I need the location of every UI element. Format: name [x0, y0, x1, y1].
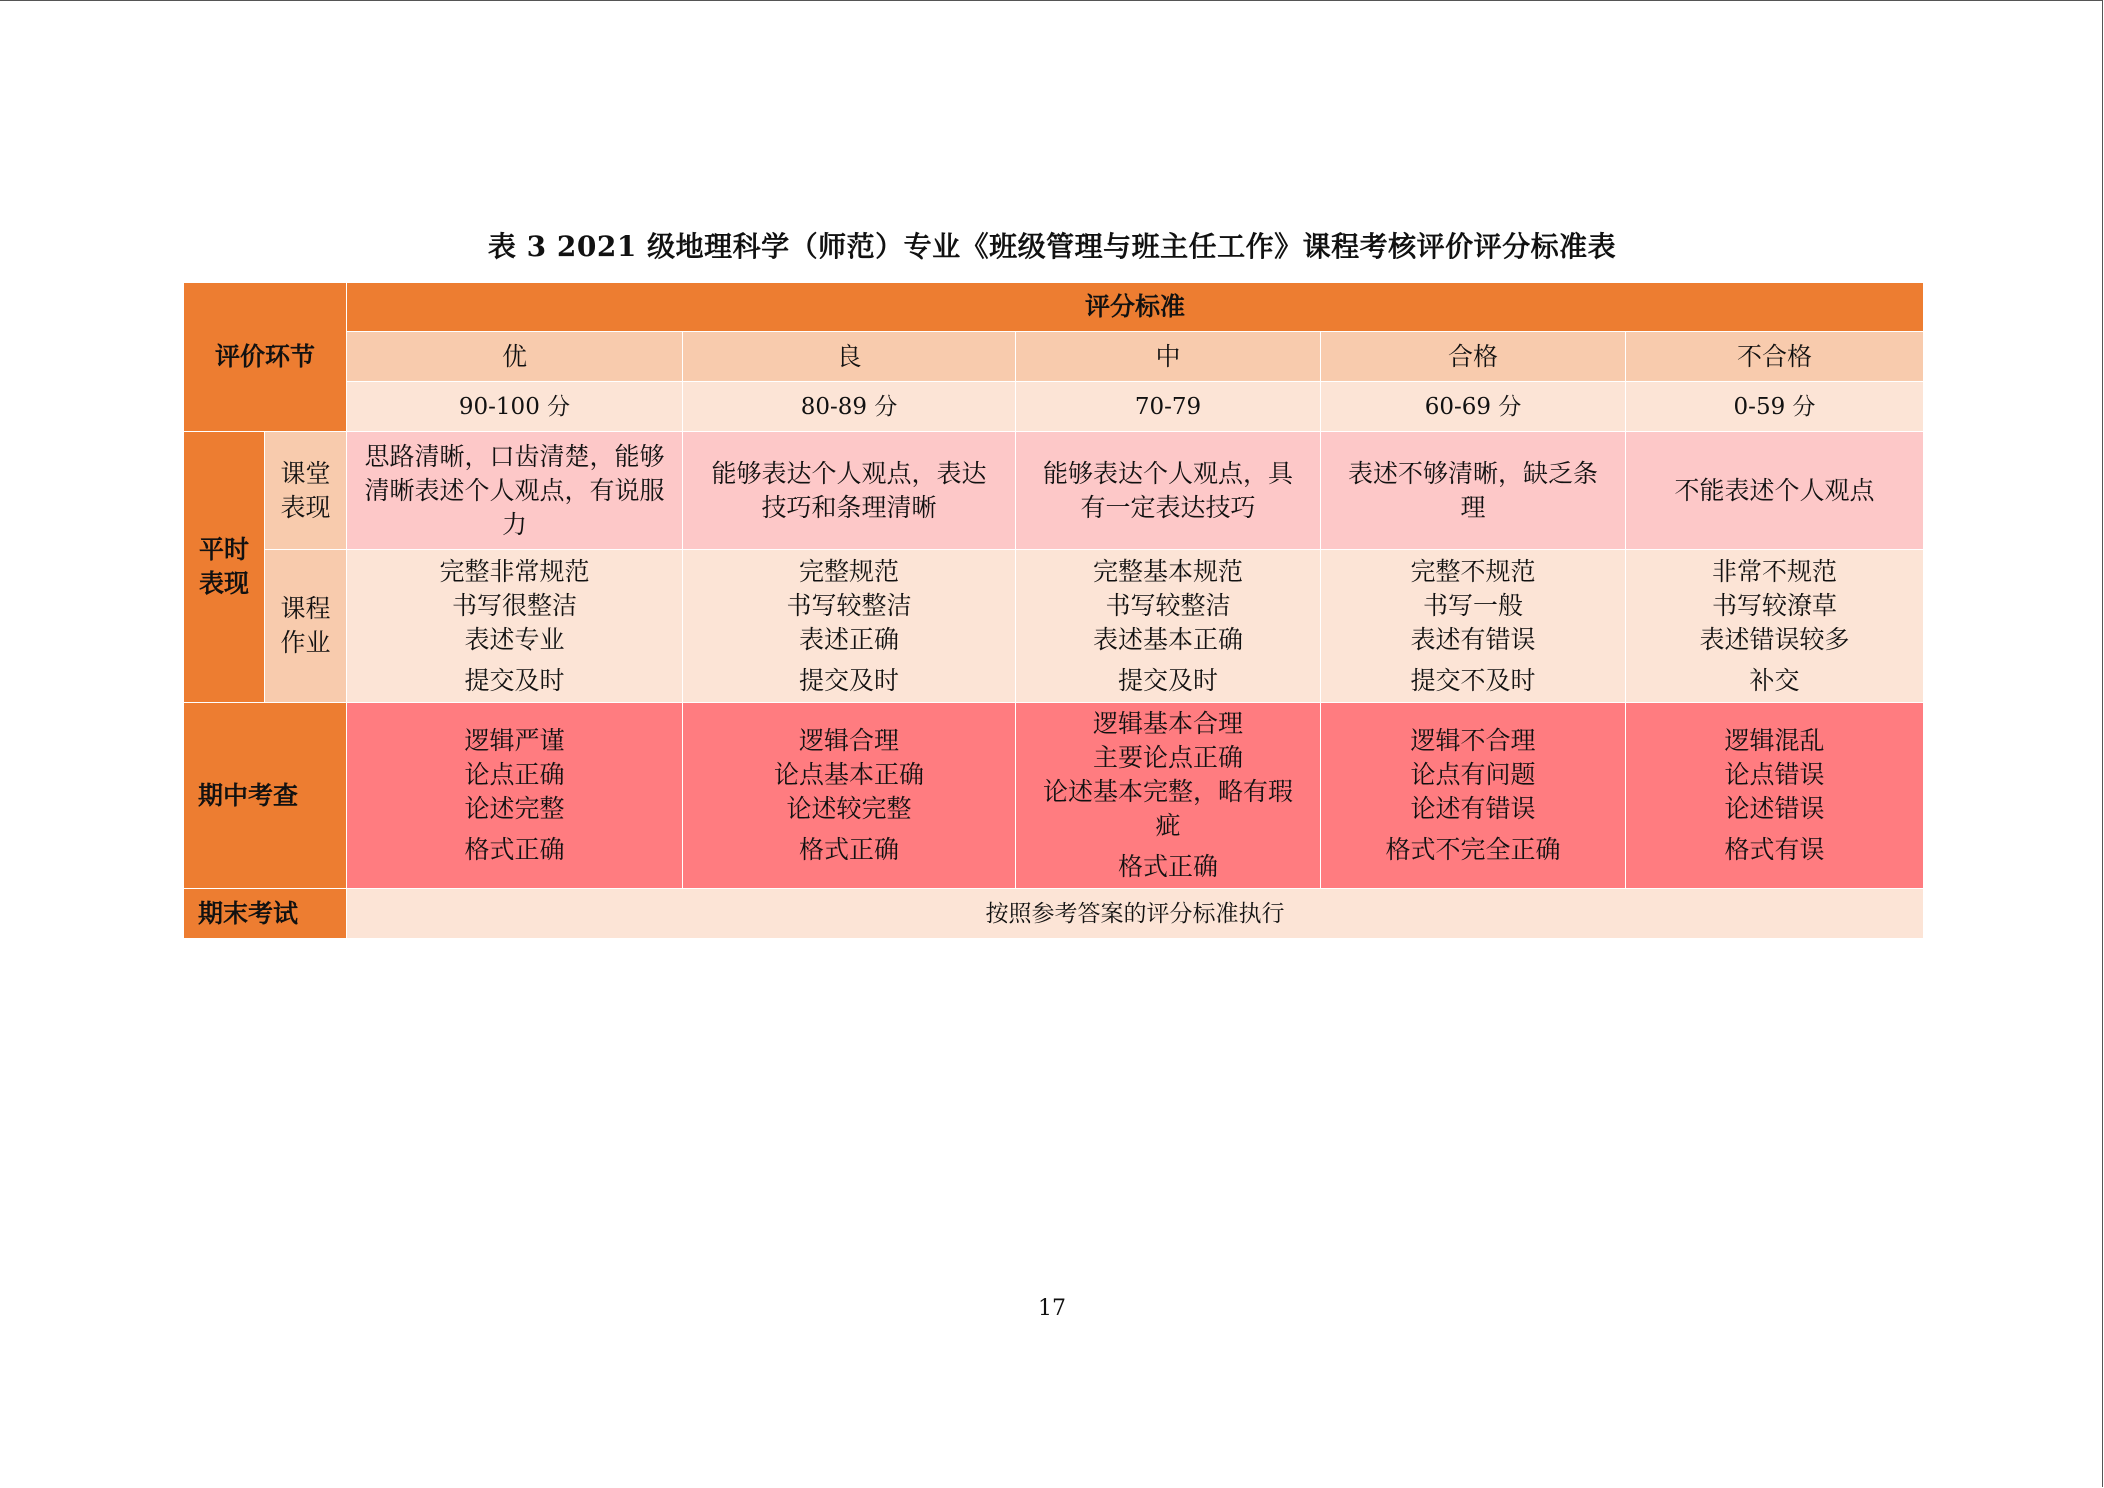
homework-cell: 完整非常规范 书写很整洁 表述专业 提交及时 [347, 550, 683, 703]
classroom-cell: 表述不够清晰，缺乏条理 [1321, 432, 1626, 550]
homework-cell: 完整不规范 书写一般 表述有错误 提交不及时 [1321, 550, 1626, 703]
classroom-label: 课堂表现 [265, 432, 347, 550]
grade-header: 中 [1016, 332, 1321, 382]
classroom-cell: 不能表述个人观点 [1626, 432, 1924, 550]
score-range: 80-89 分 [683, 382, 1016, 432]
grade-header: 优 [347, 332, 683, 382]
criteria-header: 评分标准 [347, 283, 1924, 332]
table-title: 表 3 2021 级地理科学（师范）专业《班级管理与班主任工作》课程考核评价评分标准表 [487, 230, 1617, 263]
midterm-cell: 逻辑不合理 论点有问题 论述有错误 格式不完全正确 [1321, 703, 1626, 889]
homework-cell: 完整规范 书写较整洁 表述正确 提交及时 [683, 550, 1016, 703]
grade-header: 不合格 [1626, 332, 1924, 382]
score-range: 90-100 分 [347, 382, 683, 432]
homework-label: 课程作业 [265, 550, 347, 703]
page-number: 17 [1038, 1296, 1066, 1321]
classroom-cell: 能够表达个人观点，表达技巧和条理清晰 [683, 432, 1016, 550]
midterm-label: 期中考查 [184, 703, 347, 889]
final-exam-text: 按照参考答案的评分标准执行 [347, 889, 1924, 939]
midterm-cell: 逻辑基本合理 主要论点正确 论述基本完整，略有瑕疵 格式正确 [1016, 703, 1321, 889]
midterm-cell: 逻辑混乱 论点错误 论述错误 格式有误 [1626, 703, 1924, 889]
score-range: 70-79 [1016, 382, 1321, 432]
homework-cell: 非常不规范 书写较潦草 表述错误较多 补交 [1626, 550, 1924, 703]
grading-table [183, 282, 1924, 939]
classroom-cell: 思路清晰，口齿清楚，能够清晰表述个人观点，有说服力 [347, 432, 683, 550]
score-range: 0-59 分 [1626, 382, 1924, 432]
score-range: 60-69 分 [1321, 382, 1626, 432]
grade-header: 合格 [1321, 332, 1626, 382]
stage-header: 评价环节 [184, 283, 347, 432]
grade-header: 良 [683, 332, 1016, 382]
homework-cell: 完整基本规范 书写较整洁 表述基本正确 提交及时 [1016, 550, 1321, 703]
usual-performance-label: 平时表现 [184, 432, 265, 703]
midterm-cell: 逻辑严谨 论点正确 论述完整 格式正确 [347, 703, 683, 889]
classroom-cell: 能够表达个人观点，具有一定表达技巧 [1016, 432, 1321, 550]
final-exam-label: 期末考试 [184, 889, 347, 939]
midterm-cell: 逻辑合理 论点基本正确 论述较完整 格式正确 [683, 703, 1016, 889]
